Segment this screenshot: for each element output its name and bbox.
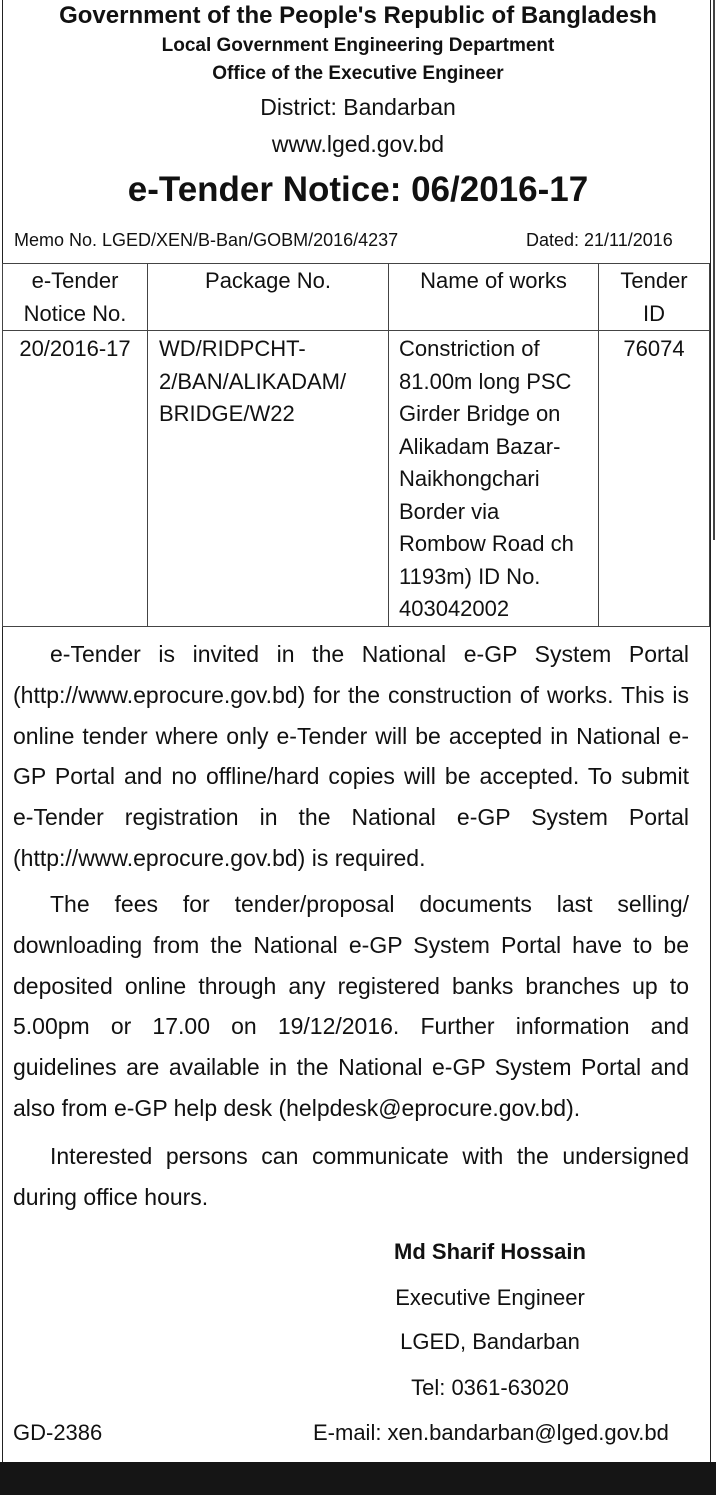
works-line: 403042002 [399, 596, 510, 621]
bottom-dark-band [0, 1462, 716, 1495]
signatory-telephone: Tel: 0361-63020 [411, 1375, 569, 1400]
memo-date: Dated: 21/11/2016 [526, 230, 673, 250]
works-line: 1193m) ID No. [399, 563, 541, 589]
website-line: www.lged.gov.bd [271, 131, 445, 157]
works-line: Girder Bridge on [399, 401, 561, 426]
memo-number: Memo No. LGED/XEN/B-Ban/GOBM/2016/4237 [14, 230, 399, 250]
tender-table [2, 263, 710, 627]
government-heading: Government of the People's Republic of Bangladesh [59, 2, 657, 29]
works-line: Naikhongchari [399, 466, 540, 491]
notice-title: e-Tender Notice: 06/2016-17 [127, 170, 589, 209]
header-package-no: Package No. [148, 264, 389, 331]
cell-name-of-works [389, 331, 599, 627]
page-border-right [710, 0, 711, 1462]
signatory-title: Executive Engineer [395, 1285, 585, 1310]
signatory-organization: LGED, Bandarban [400, 1329, 580, 1354]
table-header-row [3, 264, 710, 331]
works-line: Constriction of [399, 336, 540, 361]
package-line: WD/RIDPCHT- [159, 336, 306, 361]
body-paragraph-fees [13, 884, 689, 1129]
package-line: BRIDGE/W22 [159, 401, 295, 426]
works-line: Alikadam Bazar- [399, 433, 561, 459]
works-line: Border via [399, 498, 500, 524]
paragraph-text: The fees for tender/proposal documents last selling/ downloading from the National e-GP System Portal have to be deposited online through any registered banks branches up to 5.00pm or 17.00 on 19/12/2016. Further information and guidelines are available in the National e-GP System Portal and also from e-GP help desk (helpdesk@eprocure.gov.bd). [13, 891, 689, 1121]
header-notice-line: e-Tender [31, 268, 119, 293]
paragraph-text: Interested persons can communicate with the undersigned during office hours. [13, 1143, 689, 1210]
body-paragraph-invitation [13, 634, 689, 879]
district-line: District: Bandarban [260, 94, 456, 120]
body-paragraph-contact [13, 1136, 689, 1218]
cell-notice-no: 20/2016-17 [3, 331, 148, 627]
department-heading: Local Government Engineering Department [161, 35, 555, 56]
works-line: Rombow Road ch [399, 531, 574, 556]
office-heading: Office of the Executive Engineer [212, 63, 504, 84]
header-tender-id-line: ID [643, 300, 665, 326]
paragraph-text: e-Tender is invited in the National e-GP System Portal (http://www.eprocure.gov.bd) for the construction of works. This is online tender where only e-Tender will be accepted in National e-GP Portal and no offline/hard copies will be accepted. To submit e-Tender registration in the National e-GP System Portal (http://www.eprocure.gov.bd) is required. [13, 641, 689, 871]
signatory-name: Md Sharif Hossain [394, 1239, 586, 1264]
header-tender-id-line: Tender [620, 268, 688, 293]
page-border-left [2, 0, 3, 1462]
header-tender-id [599, 264, 710, 331]
table-row [3, 331, 710, 627]
header-notice-no [3, 264, 148, 331]
cell-tender-id: 76074 [599, 331, 710, 627]
signatory-email: E-mail: xen.bandarban@lged.gov.bd [313, 1420, 669, 1445]
works-line: 81.00m long PSC [399, 368, 572, 394]
header-notice-line: Notice No. [23, 300, 127, 326]
package-line: 2/BAN/ALIKADAM/ [159, 368, 347, 394]
cell-package-no [148, 331, 389, 627]
header-name-of-works: Name of works [389, 264, 599, 331]
gd-code: GD-2386 [13, 1420, 103, 1445]
